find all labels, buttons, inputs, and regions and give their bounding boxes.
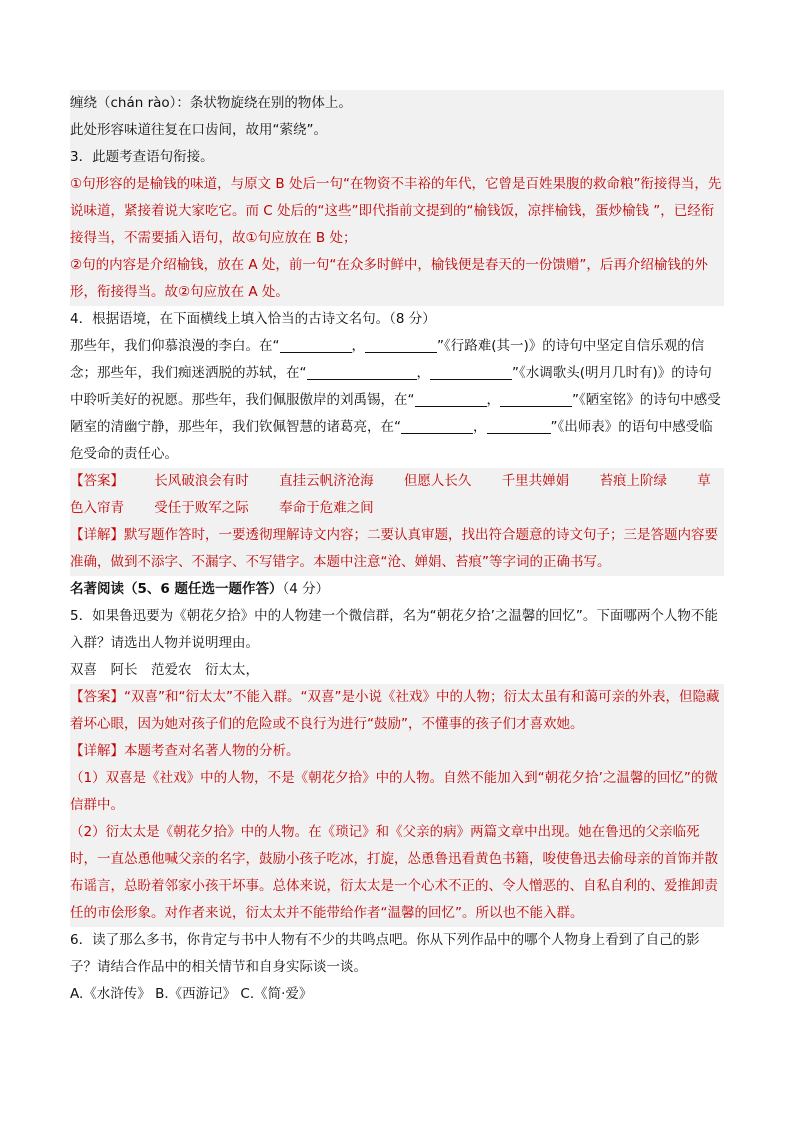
q4-passage bbox=[70, 333, 724, 468]
q4-answer bbox=[70, 468, 724, 522]
q3-explanation bbox=[70, 144, 724, 306]
q3-paragraph-2: ②句的内容是介绍榆钱，放在 A 处，前一句“在众多时鲜中，榆钱便是春天的一份馈赠”，后再介绍榆钱的外形，衔接得当。故②句应放在 A 处。 bbox=[70, 257, 708, 300]
q6-options: A.《水浒传》 B.《西游记》 C.《简·爱》 bbox=[70, 986, 313, 1002]
q2-line-1: 缠绕（chán rào）：条状物旋绕在别的物体上。 bbox=[70, 95, 352, 111]
answer-blank[interactable] bbox=[500, 390, 572, 407]
answer-tag: 【答案】 bbox=[70, 473, 124, 489]
q5-answer-block bbox=[70, 684, 724, 927]
answer-blank[interactable] bbox=[307, 363, 417, 380]
comma: ， bbox=[416, 365, 430, 381]
q3-title: 3．此题考查语句衔接。 bbox=[70, 149, 214, 165]
q6-question bbox=[70, 927, 724, 1008]
q3-paragraph-1: ①句形容的是榆钱的味道，与原文 B 处后一句“在物资不丰裕的年代，它曾是百姓果腹的救命粮”衔接得当，先说味道，紧接着说大家吃它。而 C 处后的“这些”即代指前文提到的“榆钱饭，凉拌榆钱，蛋炒榆钱 ”，已经衔接得当，不需要插入语句，故①句应放在 B 处； bbox=[70, 176, 722, 246]
q5-names: 双喜 阿长 范爱农 衍太太， bbox=[70, 662, 259, 678]
q4-text-2: ”《行路难(其一)》的诗句中坚定自信乐观的信念；那些年，我们痴迷洒脱的苏轼，在“ bbox=[70, 338, 705, 381]
answer-blank[interactable] bbox=[487, 417, 551, 434]
q4-detail-text: 默写题作答时，一要透彻理解诗文内容；二要认真审题，找出符合题意的诗文句子；三是答题内容要准确，做到不添字、不漏字、不写错字。本题中注意“沧、婵娟、苔痕”等字词的正确书写。 bbox=[70, 527, 718, 570]
answer-item: 奉命于危难之间 bbox=[279, 500, 374, 516]
answer-item: 直挂云帆济沧海 bbox=[279, 473, 374, 489]
answer-blank[interactable] bbox=[401, 417, 473, 434]
q5-answer bbox=[70, 684, 724, 738]
answer-blank[interactable] bbox=[365, 336, 437, 353]
answer-item: 苔痕上阶绿 bbox=[599, 473, 667, 489]
q5-detail-text: 本题考查对名著人物的分析。 bbox=[124, 743, 300, 759]
q2-explanation-tail bbox=[70, 90, 724, 144]
q4-title: 4．根据语境，在下面横线上填入恰当的古诗文名句。（8 分） bbox=[70, 311, 436, 327]
q4-detail bbox=[70, 522, 724, 576]
comma: ， bbox=[473, 419, 487, 435]
q5-answer-text: “双喜”和“衍太太”不能入群。“双喜”是小说《社戏》中的人物；衍太太虽有和蔼可亲的外表，但隐藏着坏心眼，因为她对孩子们的危险或不良行为进行“鼓励”，不懂事的孩子们才喜欢她。 bbox=[70, 689, 720, 732]
q5-detail-1: （1）双喜是《社戏》中的人物，不是《朝花夕拾》中的人物。自然不能加入到“朝花夕拾’之温馨的回忆”的微信群中。 bbox=[70, 770, 718, 813]
comma: ， bbox=[351, 338, 365, 354]
q4-text-1: 那些年，我们仰慕浪漫的李白。在“ bbox=[70, 338, 280, 354]
section-title: 名著阅读（5、6 题任选一题作答） bbox=[70, 581, 283, 597]
answer-blank[interactable] bbox=[415, 390, 487, 407]
section-score: （4 分） bbox=[282, 581, 330, 597]
answer-item: 受任于败军之际 bbox=[154, 500, 249, 516]
q2-line-2: 此处形容味道往复在口齿间，故用“萦绕”。 bbox=[70, 122, 327, 138]
answer-blank[interactable] bbox=[430, 363, 512, 380]
answer-item: 长风破浪会有时 bbox=[154, 473, 249, 489]
comma: ， bbox=[486, 392, 500, 408]
q5-detail bbox=[70, 738, 724, 765]
q4-text-3: ”《水调歌头(明月几时有)》的诗句中聆听美好的祝愿。那些年，我们佩服傲岸的刘禹锡，在“ bbox=[70, 365, 712, 408]
section-heading bbox=[70, 576, 724, 603]
q5-question bbox=[70, 603, 724, 684]
q6-title: 6．读了那么多书，你肯定与书中人物有不少的共鸣点吧。你从下列作品中的哪个人物身上看到了自己的影子？请结合作品中的相关情节和自身实际谈一谈。 bbox=[70, 932, 700, 975]
answer-tag: 【答案】 bbox=[70, 689, 124, 705]
q4-question bbox=[70, 306, 724, 468]
detail-tag: 【详解】 bbox=[70, 527, 124, 543]
q4-answer-block bbox=[70, 468, 724, 576]
q4-text-5: ”《出师表》的语句中感受临危受命的责任心。 bbox=[70, 419, 713, 462]
answer-item: 但愿人长久 bbox=[403, 473, 472, 489]
q4-text-4: ”《陋室铭》的诗句中感受陋室的清幽宁静，那些年，我们钦佩智慧的诸葛亮，在“ bbox=[70, 392, 721, 435]
q5-detail-2: （2）衍太太是《朝花夕拾》中的人物。在《琐记》和《父亲的病》两篇文章中出现。她在鲁迅的父亲临死时，一直怂恿他喊父亲的名字，鼓励小孩子吃冰，打旋，怂恿鲁迅看黄色书籍，唆使鲁迅去偷母亲的首饰并散布谣言，总盼着邻家小孩干坏事。总体来说，衍太太是一个心术不正的、令人憎恶的、自私自利的、爱推卸责任的市侩形象。对作者来说，衍太太并不能带给作者“温馨的回忆”。所以也不能入群。 bbox=[70, 824, 718, 921]
q5-title: 5．如果鲁迅要为《朝花夕拾》中的人物建一个微信群，名为“朝花夕拾’之温馨的回忆”。下面哪两个人物不能入群？请选出人物并说明理由。 bbox=[70, 608, 718, 651]
document-page bbox=[70, 90, 724, 1008]
answer-blank[interactable] bbox=[280, 336, 352, 353]
detail-tag: 【详解】 bbox=[70, 743, 124, 759]
answer-item: 千里共婵娟 bbox=[501, 473, 570, 489]
answer-item: 草色入帘青 bbox=[70, 473, 711, 516]
